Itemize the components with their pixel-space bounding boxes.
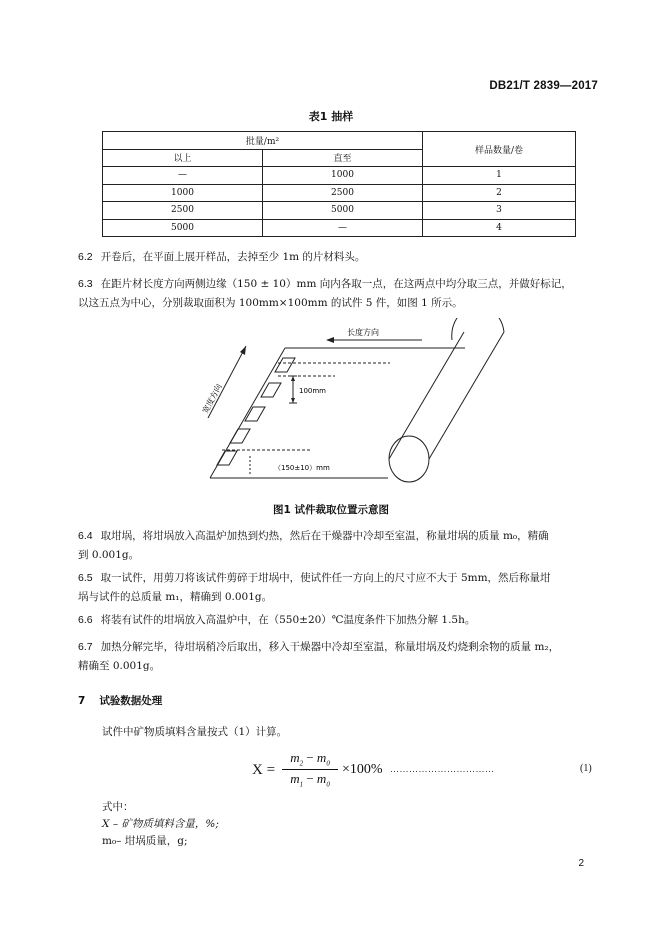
width-direction-label: 宽度方向 [200, 382, 224, 415]
page-number: 2 [578, 858, 584, 869]
clause-6-5 [78, 569, 598, 607]
cell-above: 2500 [103, 202, 263, 220]
clause-text: 加热分解完毕，待坩埚稍冷后取出，移入干燥器中冷却至室温，称量坩埚及灼烧剩余物的质量 m₂， [100, 641, 560, 653]
clause-6-4 [78, 527, 598, 565]
clause-number: 6.2 [78, 251, 93, 263]
clause-text-cont: 精确至 0.001g。 [78, 660, 161, 672]
clause-number: 6.6 [78, 614, 93, 626]
clause-number: 6.3 [78, 278, 93, 290]
header-above: 以上 [103, 149, 263, 167]
formula-lhs: X = [252, 762, 276, 778]
definition-m0: m₀– 坩埚质量，g; [102, 835, 188, 847]
sampling-table [102, 131, 576, 237]
formula-symbol: m [316, 771, 327, 786]
dimension-150-label: （150±10）mm [274, 464, 330, 472]
formula-symbol: m [290, 771, 300, 786]
clause-text: 取坩埚，将坩埚放入高温炉加热到灼热，然后在干燥器中冷却至室温，称量坩埚的质量 m₀，精确 [100, 530, 549, 542]
figure-caption: 图1 试件裁取位置示意图 [273, 504, 389, 516]
header-upto: 直至 [263, 149, 423, 167]
clause-text: 取一试件，用剪刀将该试件剪碎于坩埚中，使试件任一方向上的尺寸应不大于 5mm，然后称量坩 [100, 572, 551, 584]
cell-upto: 5000 [263, 202, 423, 220]
table-row [103, 219, 576, 237]
clause-text-cont: 以这五点为中心，分别裁取面积为 100mm×100mm 的试件 5 件，如图 1 所示。 [78, 297, 463, 309]
cell-upto: 1000 [263, 167, 423, 185]
cell-count: 3 [423, 202, 576, 220]
formula-times: ×100% [342, 762, 383, 777]
length-direction-label: 长度方向 [347, 328, 379, 337]
formula-subscript: 0 [326, 759, 330, 768]
formula-denominator [282, 771, 338, 789]
formula-symbol: m [316, 750, 327, 765]
cell-above: 1000 [103, 184, 263, 202]
clause-6-7 [78, 638, 598, 676]
fraction-bar [282, 769, 338, 770]
formula-1 [252, 750, 612, 790]
table-row [103, 167, 576, 185]
standard-code: DB21/T 2839—2017 [489, 80, 598, 92]
formula-operator: − [303, 750, 317, 765]
formula-numerator [282, 750, 338, 768]
where-label: 式中： [102, 801, 134, 813]
clause-number: 6.4 [78, 530, 93, 542]
clause-text-cont: 到 0.001g。 [78, 549, 140, 561]
formula-symbol: m [290, 750, 300, 765]
specimen-cutting-figure [190, 318, 520, 494]
formula-subscript: 0 [326, 780, 330, 789]
formula-subscript: 1 [299, 780, 304, 789]
cell-count: 1 [423, 167, 576, 185]
cell-upto: 2500 [263, 184, 423, 202]
formula-leader-dots: …………………………… [390, 764, 495, 774]
clause-number: 6.5 [78, 572, 93, 584]
section-number: 7 [78, 695, 86, 707]
header-batch: 批量/m² [103, 132, 423, 150]
formula-subscript: 2 [299, 759, 304, 768]
definition-x: X – 矿物质填料含量，%; [102, 818, 219, 830]
cell-above: 5000 [103, 219, 263, 237]
clause-text: 开卷后，在平面上展开样品，去掉至少 1m 的片材料头。 [100, 251, 366, 263]
cell-count: 4 [423, 219, 576, 237]
clause-6-2 [78, 248, 598, 267]
formula-operator: − [303, 771, 317, 786]
cell-above: — [103, 167, 263, 185]
clause-text: 在距片材长度方向两侧边缘（150 ± 10）mm 向内各取一点，在这两点中均分取三点，并做好标记， [100, 278, 572, 290]
cell-upto: — [263, 219, 423, 237]
dimension-100-label: 100mm [299, 387, 326, 395]
header-sample-count: 样品数量/卷 [423, 132, 576, 167]
formula-intro: 试件中矿物质填料含量按式（1）计算。 [102, 726, 288, 738]
formula-number: (1) [580, 763, 592, 774]
clause-6-3 [78, 275, 598, 313]
cell-count: 2 [423, 184, 576, 202]
clause-6-6 [78, 611, 598, 630]
table-row [103, 202, 576, 220]
clause-text: 将装有试件的坩埚放入高温炉中，在（550±20）℃温度条件下加热分解 1.5h。 [100, 614, 476, 626]
clause-number: 6.7 [78, 641, 93, 653]
section-title: 试验数据处理 [99, 695, 163, 707]
table-row [103, 184, 576, 202]
section-7-heading [78, 693, 162, 708]
table-caption: 表1 抽样 [308, 110, 354, 123]
clause-text-cont: 埚与试件的总质量 m₁，精确到 0.001g。 [78, 591, 273, 603]
